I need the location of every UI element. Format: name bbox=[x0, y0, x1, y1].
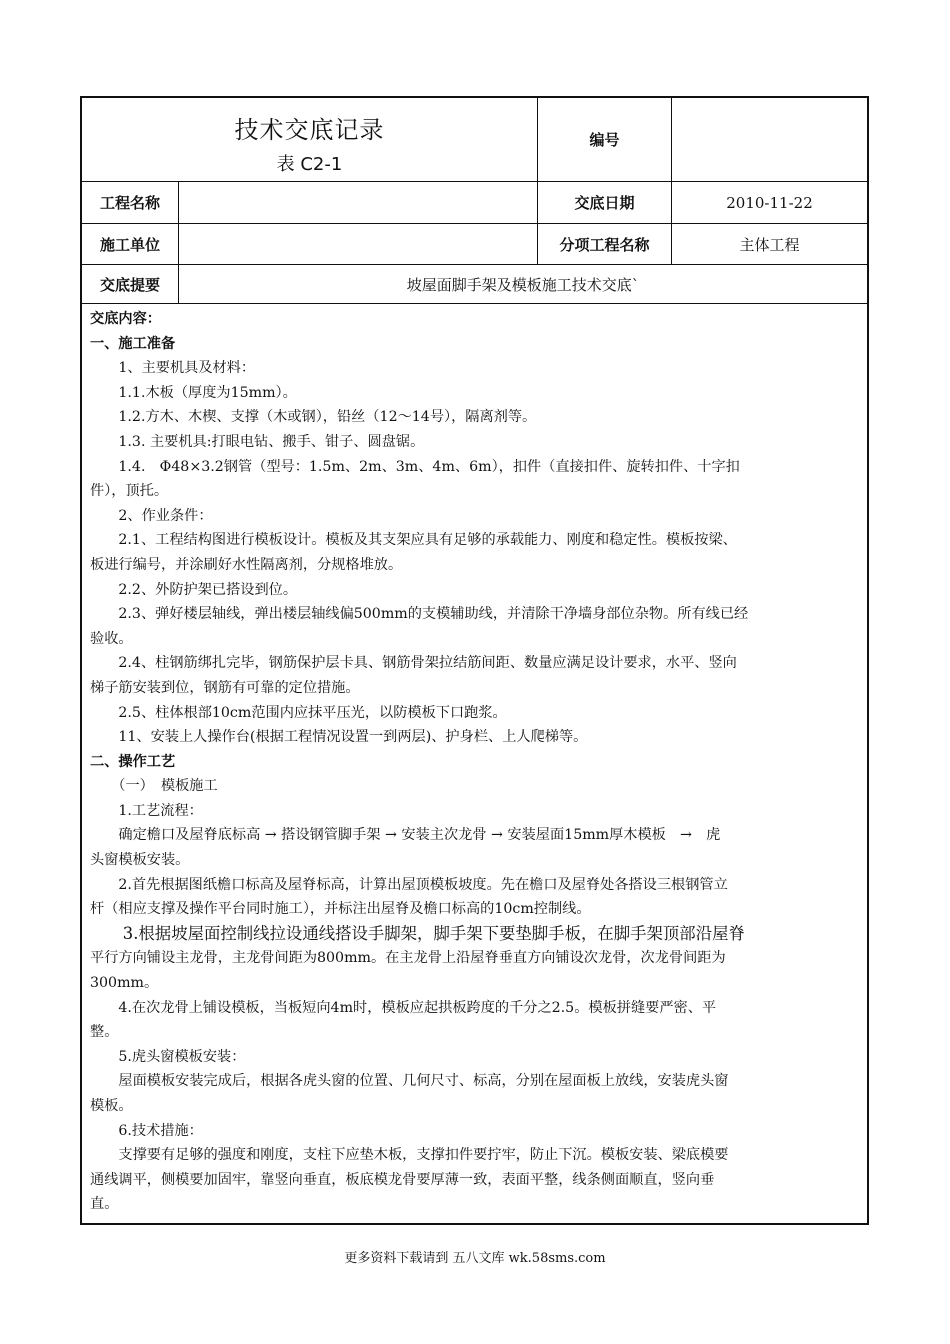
section-heading: 二、操作工艺 bbox=[90, 753, 176, 770]
content-line: 2.2、外防护架已搭设到位。 bbox=[90, 581, 298, 598]
content-line: 1.3. 主要机具:打眼电钻、搬手、钳子、圆盘锯。 bbox=[90, 433, 425, 450]
section-heading: 一、施工准备 bbox=[90, 335, 176, 352]
content-line: 支撑要有足够的强度和刚度，支柱下应垫木板，支撑扣件要拧牢，防止下沉。模板安装、梁底模要 bbox=[90, 1147, 729, 1164]
content-line: 2.首先根据图纸檐口标高及屋脊标高，计算出屋顶模板坡度。先在檐口及屋脊处各搭设三根钢管立 bbox=[90, 876, 728, 893]
construction-unit-label: 施工单位 bbox=[99, 235, 160, 254]
content-line: 11、安装上人操作台(根据工程情况设置一到两层)、护身栏、上人爬梯等。 bbox=[90, 729, 588, 746]
sub-project-value: 主体工程 bbox=[739, 235, 800, 254]
sub-project-label: 分项工程名称 bbox=[559, 235, 650, 254]
content-line: （一） 模板施工 bbox=[90, 778, 218, 795]
content-line: 1.4. Φ48×3.2钢管（型号：1.5m、2m、3m、4m、6m），扣件（直接扣件、旋转扣件、十字扣 bbox=[90, 458, 740, 475]
number-value bbox=[672, 98, 867, 181]
content-line: 1、主要机具及材料： bbox=[90, 360, 256, 377]
disclosure-content bbox=[90, 307, 862, 1217]
content-line: 验收。 bbox=[90, 630, 133, 647]
content-line: 平行方向铺设主龙骨，主龙骨间距为800mm。在主龙骨上沿屋脊垂直方向铺设次龙骨，次龙骨间距为 bbox=[90, 950, 726, 967]
content-line: 板进行编号，并涂刷好水性隔离剂，分规格堆放。 bbox=[90, 556, 403, 573]
content-line: 确定檐口及屋脊底标高 → 搭设钢管脚手架 → 安装主次龙骨 → 安装屋面15mm厚木模板 → 虎 bbox=[90, 827, 721, 844]
technical-disclosure-form bbox=[80, 96, 869, 1225]
content-line: 杆（相应支撑及操作平台同时施工），并标注出屋脊及檐口标高的10cm控制线。 bbox=[90, 901, 591, 918]
content-line: 梯子筋安装到位，钢筋有可靠的定位措施。 bbox=[90, 679, 360, 696]
content-heading: 交底内容： bbox=[90, 311, 161, 327]
content-line: 4.在次龙骨上铺设模板，当板短向4m时，模板应起拱板跨度的千分之2.5。模板拼缝要严密、平 bbox=[90, 999, 717, 1016]
content-line: 2.3、弹好楼层轴线，弹出楼层轴线偏500mm的支模辅助线，并清除干净墙身部位杂物。所有线已经 bbox=[90, 606, 749, 623]
form-code: 表 C2-1 bbox=[276, 154, 343, 175]
construction-unit-value bbox=[179, 224, 537, 264]
content-line: 3.根据坡屋面控制线拉设通线搭设手脚架，脚手架下要垫脚手板，在脚手架顶部沿屋脊 bbox=[90, 923, 745, 943]
content-line: 1.2.方木、木楔、支撑（木或钢），铅丝（12～14号），隔离剂等。 bbox=[90, 409, 537, 426]
content-line: 6.技术措施： bbox=[90, 1122, 203, 1139]
date-label: 交底日期 bbox=[574, 194, 635, 212]
number-label: 编号 bbox=[589, 131, 620, 149]
content-line: 5.虎头窗模板安装： bbox=[90, 1048, 246, 1065]
content-line: 1.工艺流程： bbox=[90, 802, 203, 819]
project-name-label: 工程名称 bbox=[99, 194, 160, 212]
content-line: 整。 bbox=[90, 1024, 119, 1041]
content-line: 300mm。 bbox=[90, 975, 159, 992]
footer-download-note: 更多资料下载请到 五八文库 wk.58sms.com bbox=[344, 1251, 606, 1266]
date-value: 2010-11-22 bbox=[726, 193, 813, 212]
content-line: 2.4、柱钢筋绑扎完毕，钢筋保护层卡具、钢筋骨架拉结筋间距、数量应满足设计要求，水平、竖向 bbox=[90, 655, 737, 672]
project-name-value bbox=[179, 182, 537, 223]
form-title: 技术交底记录 bbox=[234, 116, 385, 144]
content-line: 直。 bbox=[90, 1196, 119, 1213]
content-line: 屋面模板安装完成后，根据各虎头窗的位置、几何尺寸、标高，分别在屋面板上放线，安装虎头窗 bbox=[90, 1073, 729, 1090]
content-line: 件），顶托。 bbox=[90, 483, 169, 500]
content-line: 1.1.木板（厚度为15mm）。 bbox=[90, 384, 297, 401]
content-line: 模板。 bbox=[90, 1098, 133, 1114]
content-line: 2、作业条件： bbox=[90, 507, 213, 524]
content-line: 2.5、柱体根部10cm范围内应抹平压光，以防模板下口跑浆。 bbox=[90, 704, 507, 721]
content-line: 通线调平，侧模要加固牢，靠竖向垂直，板底模龙骨要厚薄一致，表面平整，线条侧面顺直，竖向垂 bbox=[90, 1171, 715, 1188]
summary-label: 交底提要 bbox=[99, 275, 160, 294]
content-line: 头窗模板安装。 bbox=[90, 852, 190, 869]
summary-value: 坡屋面脚手架及模板施工技术交底` bbox=[406, 275, 640, 294]
content-line: 2.1、工程结构图进行模板设计。模板及其支架应具有足够的承载能力、刚度和稳定性。模板按梁、 bbox=[90, 532, 737, 549]
